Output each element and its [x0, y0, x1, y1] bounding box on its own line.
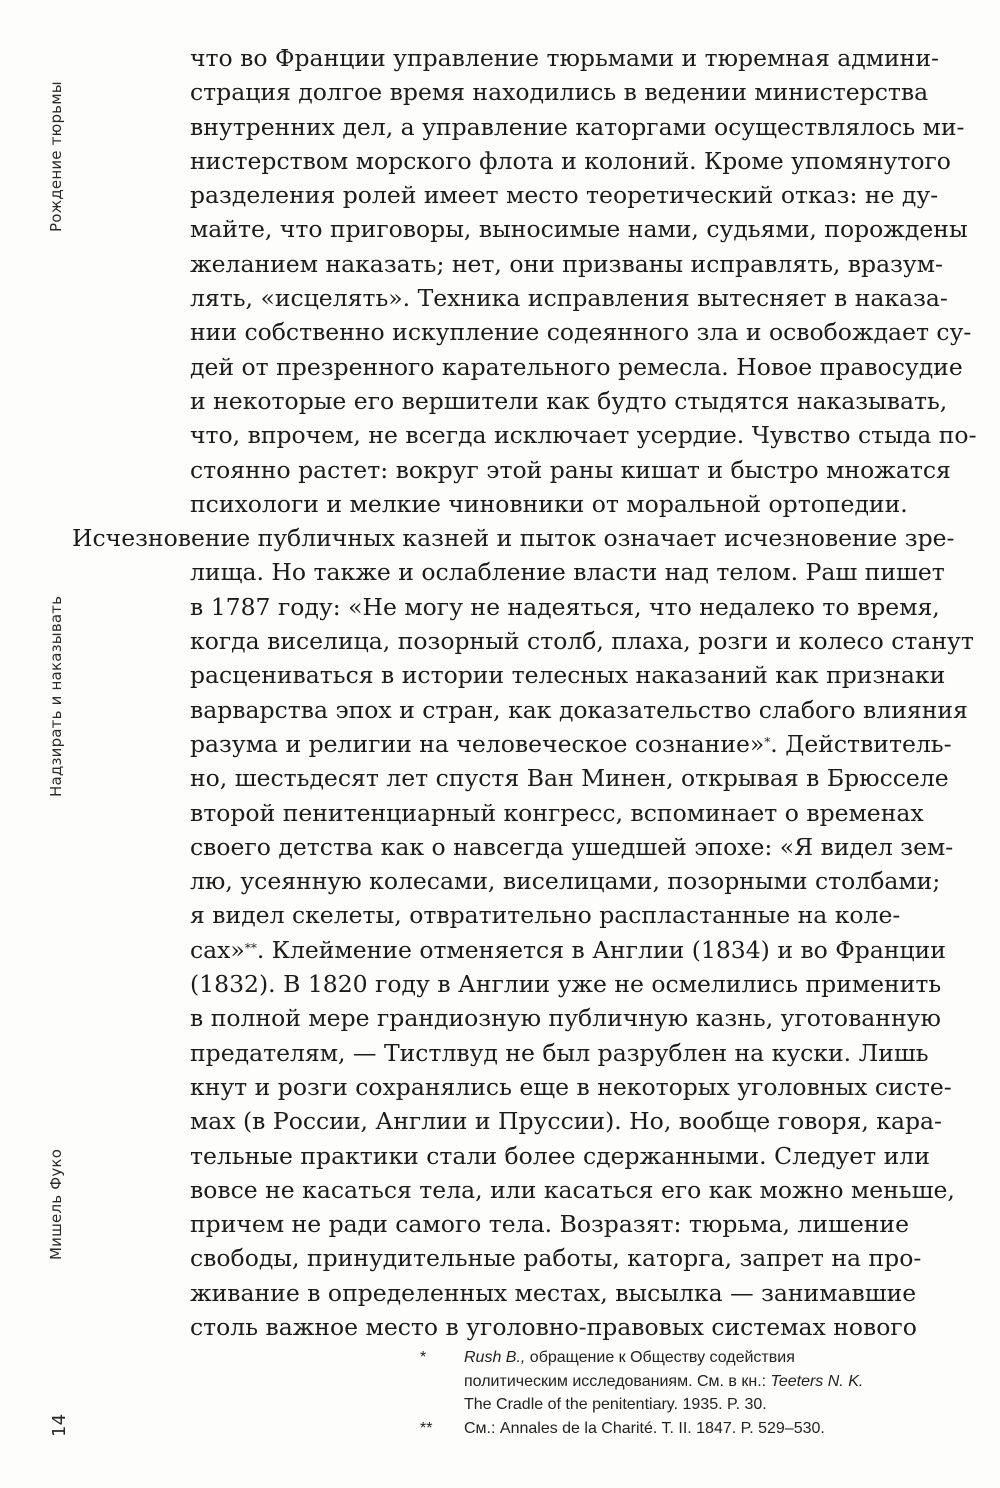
text-line: причем не ради самого тела. Возразят: тюрьма, лишение — [190, 1210, 909, 1239]
text-line: лю, усеянную колесами, виселицами, позорными столбами; — [190, 867, 941, 896]
text-line: но, шестьдесят лет спустя Ван Минен, открывая в Брюсселе — [190, 764, 949, 793]
text-line: майте, что приговоры, выносимые нами, судьями, порождены — [190, 215, 968, 244]
text-segment: . Клеймение отменяется в Англии (1834) и во Франции — [256, 935, 946, 964]
text-line: стоянно растет: вокруг этой раны кишат и быстро множатся — [190, 455, 951, 484]
text-line: кнут и розги сохранялись еще в некоторых уголовных систе- — [190, 1072, 952, 1101]
footnote-line — [464, 1370, 940, 1394]
footnote-text: политическим исследованиям. См. в кн.: — [464, 1372, 771, 1390]
text-line: лять, «исцелять». Техника исправления вытесняет в наказа- — [190, 284, 948, 313]
text-line: расцениваться в истории телесных наказаний как признаки — [190, 661, 946, 690]
text-line — [72, 933, 972, 967]
footnote-ref: ** — [244, 940, 257, 955]
text-line — [72, 727, 972, 761]
text-line: что во Франции управление тюрьмами и тюремная админи- — [190, 44, 939, 72]
text-line: столь важное место в уголовно-правовых системах нового — [190, 1312, 917, 1341]
body-text — [72, 41, 977, 1344]
text-line: варварства эпох и стран, как доказательство слабого влияния — [190, 695, 968, 724]
page-number: 14 — [49, 1413, 70, 1437]
running-head-author: Мишель Фуко — [47, 1148, 65, 1260]
footnote-mark: * — [420, 1349, 427, 1366]
footnote-1 — [420, 1346, 940, 1417]
text-line: мах (в России, Англии и Пруссии). Но, вообще говоря, кара- — [190, 1107, 942, 1136]
footnote-line: См.: Annales de la Charité. T. II. 1847. P. 529–530. — [464, 1419, 825, 1437]
text-line: (1832). В 1820 году в Англии уже не осмелились применить — [190, 970, 942, 999]
footnote-ref: * — [764, 734, 771, 749]
text-segment: . Действитель- — [770, 729, 952, 758]
text-line: живание в определенных местах, высылка — занимавшие — [190, 1278, 917, 1307]
footnote-line — [464, 1346, 940, 1370]
running-head-book: Надзирать и наказывать — [47, 595, 65, 797]
footnote-author: Teeters N. K. — [770, 1372, 864, 1390]
footnote-author: Rush B., — [464, 1349, 526, 1366]
text-line: в 1787 году: «Не могу не надеяться, что недалеко то время, — [190, 592, 940, 621]
text-line: психологи и мелкие чиновники от моральной ортопедии. — [190, 489, 908, 518]
text-line: желанием наказать; нет, они призваны исправлять, вразум- — [190, 249, 943, 278]
footnotes — [420, 1346, 940, 1440]
text-line: своего детства как о навсегда ушедшей эпохе: «Я видел зем- — [190, 832, 954, 861]
text-line: вовсе не касаться тела, или касаться его как можно меньше, — [190, 1175, 955, 1204]
running-head-series: Рождение тюрьмы — [47, 81, 65, 232]
text-line: я видел скелеты, отвратительно распластанные на коле- — [190, 901, 901, 930]
text-line: разделения ролей имеет место теоретический отказ: не ду- — [190, 181, 939, 210]
text-line: нии собственно искупление содеянного зла и освобождает су- — [190, 318, 972, 347]
footnote-2 — [420, 1417, 940, 1441]
text-line: нистерством морского флота и колоний. Кроме упомянутого — [190, 146, 951, 175]
text-line: страция долгое время находились в ведении министерства — [190, 78, 929, 107]
footnote-text: обращение к Обществу содействия — [525, 1349, 795, 1366]
text-line: предателям, — Тистлвуд не был разрублен на куски. Лишь — [190, 1038, 929, 1067]
text-line: лища. Но также и ослабление власти над телом. Раш пишет — [190, 558, 945, 587]
text-line: второй пенитенциарный конгресс, вспоминает о временах — [190, 798, 924, 827]
footnote-mark: ** — [420, 1419, 433, 1437]
text-line: когда виселица, позорный столб, плаха, розги и колесо станут — [190, 627, 974, 656]
text-line: что, впрочем, не всегда исключает усердие. Чувство стыда по- — [190, 421, 977, 450]
text-segment: сах» — [190, 935, 245, 964]
text-line: тельные практики стали более сдержанными. Следует или — [190, 1141, 930, 1170]
text-line: внутренних дел, а управление каторгами осуществлялось ми- — [190, 112, 965, 141]
paragraph-start-line: Исчезновение публичных казней и пыток означает исчезновение зре- — [72, 524, 955, 553]
text-line: и некоторые его вершители как будто стыдятся наказывать, — [190, 386, 948, 415]
footnote-line: The Cradle of the penitentiary. 1935. P. 30. — [464, 1396, 767, 1413]
text-line: свободы, принудительные работы, каторга, запрет на про- — [190, 1244, 922, 1273]
text-line: дей от презренного карательного ремесла. Новое правосудие — [190, 352, 963, 381]
text-segment: разума и религии на человеческое сознание» — [190, 729, 765, 758]
text-line: в полной мере грандиозную публичную казнь, уготованную — [190, 1004, 941, 1033]
